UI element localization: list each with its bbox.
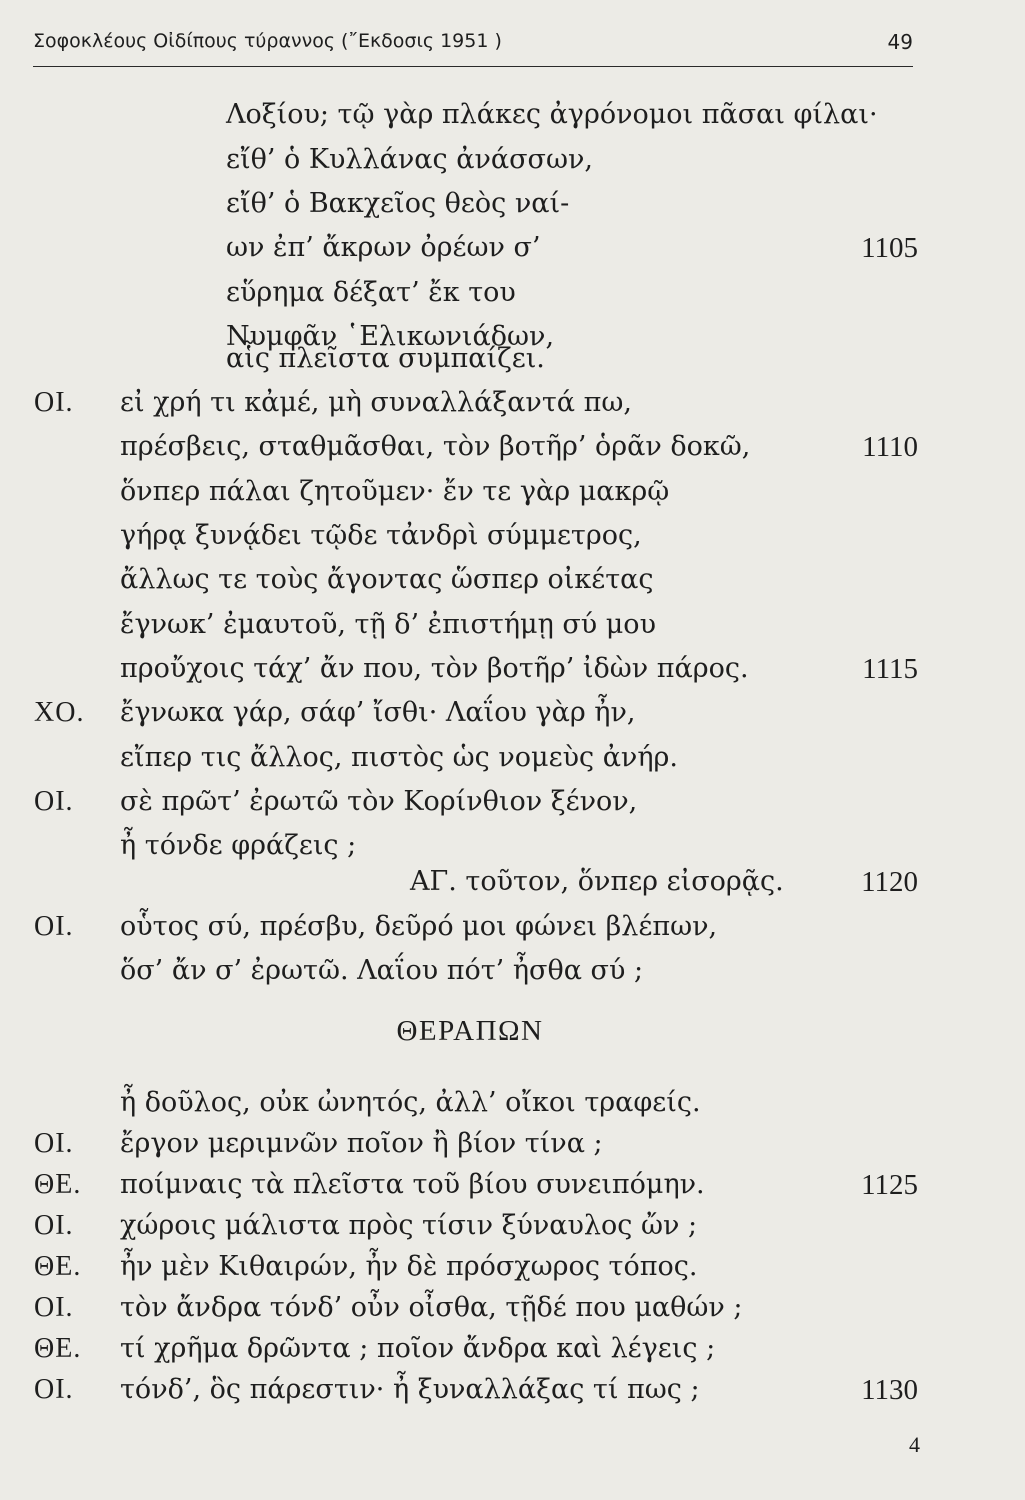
verse-text: τὸν ἄνδρα τόνδ’ οὖν οἶσθα, τῇδέ που μαθών ; xyxy=(120,1292,743,1323)
verse-text: Λοξίου; τῷ γὰρ πλάκες ἀγρόνομοι πᾶσαι φίλαι· xyxy=(226,99,878,130)
verse-text: προὔχοις τάχ’ ἄν που, τὸν βοτῆρ’ ἰδὼν πάρος. xyxy=(120,653,749,684)
verse-text: ων ἐπ’ ἄκρων ὀρέων σ’ xyxy=(226,232,541,263)
page-number: 49 xyxy=(887,30,913,54)
verse-text: εἴθ’ ὁ Βακχεῖος θεὸς ναί- xyxy=(226,188,570,219)
verse-text: ἄλλως τε τοὺς ἄγοντας ὥσπερ οἰκέτας xyxy=(120,564,654,595)
signature-mark: 4 xyxy=(909,1432,920,1457)
verse-line xyxy=(0,1128,1025,1168)
verse-line xyxy=(0,1210,1025,1250)
verse-line xyxy=(0,431,1025,471)
verse-text: ὅνπερ πάλαι ζητοῦμεν· ἔν τε γὰρ μακρῷ xyxy=(120,476,670,507)
verse-text: πρέσβεις, σταθμᾶσθαι, τὸν βοτῆρ’ ὁρᾶν δοκῶ, xyxy=(120,431,751,462)
verse-text: εἴθ’ ὁ Κυλλάνας ἀνάσσων, xyxy=(226,144,593,175)
verse-text: γήρᾳ ξυνᾴδει τῷδε τἀνδρὶ σύμμετρος, xyxy=(120,520,642,551)
verse-text: σὲ πρῶτ’ ἐρωτῶ τὸν Κορίνθιον ξένον, xyxy=(120,786,638,817)
verse-line xyxy=(0,520,1025,560)
speaker-label: ΟΙ. xyxy=(34,1374,74,1405)
verse-line xyxy=(0,476,1025,516)
verse-line xyxy=(0,1169,1025,1209)
verse-line xyxy=(0,830,1025,870)
verse-text: εἴπερ τις ἄλλος, πιστὸς ὡς νομεὺς ἀνήρ. xyxy=(120,742,678,773)
speaker-label: ΟΙ. xyxy=(34,1128,74,1159)
verse-text: ἔγνωκα γάρ, σάφ’ ἴσθι· Λαΐου γὰρ ἦν, xyxy=(120,697,636,728)
verse-line xyxy=(0,277,1025,317)
verse-line xyxy=(0,609,1025,649)
verse-line xyxy=(0,99,1025,139)
verse-line xyxy=(0,697,1025,737)
speaker-heading: ΘΕΡΑΠΩΝ xyxy=(396,1015,544,1047)
speaker-label: ΟΙ. xyxy=(34,911,74,942)
speaker-label: ΟΙ. xyxy=(34,387,74,418)
verse-text: χώροις μάλιστα πρὸς τίσιν ξύναυλος ὤν ; xyxy=(120,1210,698,1241)
speaker-label: ΧΟ. xyxy=(34,697,85,728)
line-number: 1105 xyxy=(861,232,918,264)
verse-text: εἰ χρή τι κἀμέ, μὴ συναλλάξαντά πω, xyxy=(120,387,632,418)
verse-line xyxy=(0,911,1025,951)
verse-line xyxy=(0,343,1025,383)
speaker-label: ΘΕ. xyxy=(34,1251,82,1282)
speaker-label: ΘΕ. xyxy=(34,1169,82,1200)
running-header xyxy=(33,26,913,67)
verse-text: ἦ τόνδε φράζεις ; xyxy=(120,830,357,861)
verse-line xyxy=(0,1374,1025,1414)
verse-text: αἷς πλεῖστα συμπαίζει. xyxy=(226,343,545,374)
speaker-label: ΟΙ. xyxy=(34,1292,74,1323)
verse-text: ἔργον μεριμνῶν ποῖον ἢ βίον τίνα ; xyxy=(120,1128,603,1159)
line-number: 1110 xyxy=(862,431,918,463)
line-number: 1130 xyxy=(861,1374,918,1406)
line-number: 1115 xyxy=(862,653,918,685)
verse-line xyxy=(0,564,1025,604)
verse-text: Νυμφᾶν ῾Ελικωνιάδων, xyxy=(226,321,555,352)
verse-text: εὕρημα δέξατ’ ἔκ του xyxy=(226,277,516,308)
verse-line xyxy=(0,653,1025,693)
verse-line xyxy=(0,1251,1025,1291)
verse-text: τί χρῆμα δρῶντα ; ποῖον ἄνδρα καὶ λέγεις ; xyxy=(120,1333,716,1364)
verse-line xyxy=(0,387,1025,427)
verse-line xyxy=(0,232,1025,272)
speaker-label: ΘΕ. xyxy=(34,1333,82,1364)
verse-line xyxy=(0,1087,1025,1127)
verse-text: ποίμναις τὰ πλεῖστα τοῦ βίου συνειπόμην. xyxy=(120,1169,705,1200)
speaker-label: ΟΙ. xyxy=(34,786,74,817)
verse-line xyxy=(0,866,1025,906)
verse-text: ἔγνωκ’ ἐμαυτοῦ, τῇ δ’ ἐπιστήμῃ σύ μου xyxy=(120,609,656,640)
running-title: Σοφοκλέους Οἰδίπους τύραννος (῎Εκδοσις 1951 ) xyxy=(33,30,502,52)
verse-text: τόνδ’, ὃς πάρεστιν· ἦ ξυναλλάξας τί πως ; xyxy=(120,1374,700,1405)
line-number: 1125 xyxy=(861,1169,918,1201)
verse-text: οὗτος σύ, πρέσβυ, δεῦρό μοι φώνει βλέπων, xyxy=(120,911,718,942)
verse-line xyxy=(0,742,1025,782)
speaker-label: ΟΙ. xyxy=(34,1210,74,1241)
verse-text: ἦν μὲν Κιθαιρών, ἦν δὲ πρόσχωρος τόπος. xyxy=(120,1251,698,1282)
verse-line xyxy=(0,1333,1025,1373)
verse-text: ἦ δοῦλος, οὐκ ὠνητός, ἀλλ’ οἴκοι τραφείς. xyxy=(120,1087,701,1118)
verse-line xyxy=(0,1292,1025,1332)
verse-line xyxy=(0,955,1025,995)
verse-line xyxy=(0,786,1025,826)
verse-line xyxy=(0,188,1025,228)
verse-line xyxy=(0,144,1025,184)
line-number: 1120 xyxy=(861,866,918,898)
verse-text: ΑΓ. τοῦτον, ὅνπερ εἰσορᾷς. xyxy=(410,866,784,897)
verse-text: ὅσ’ ἄν σ’ ἐρωτῶ. Λαΐου πότ’ ἦσθα σύ ; xyxy=(120,955,644,986)
